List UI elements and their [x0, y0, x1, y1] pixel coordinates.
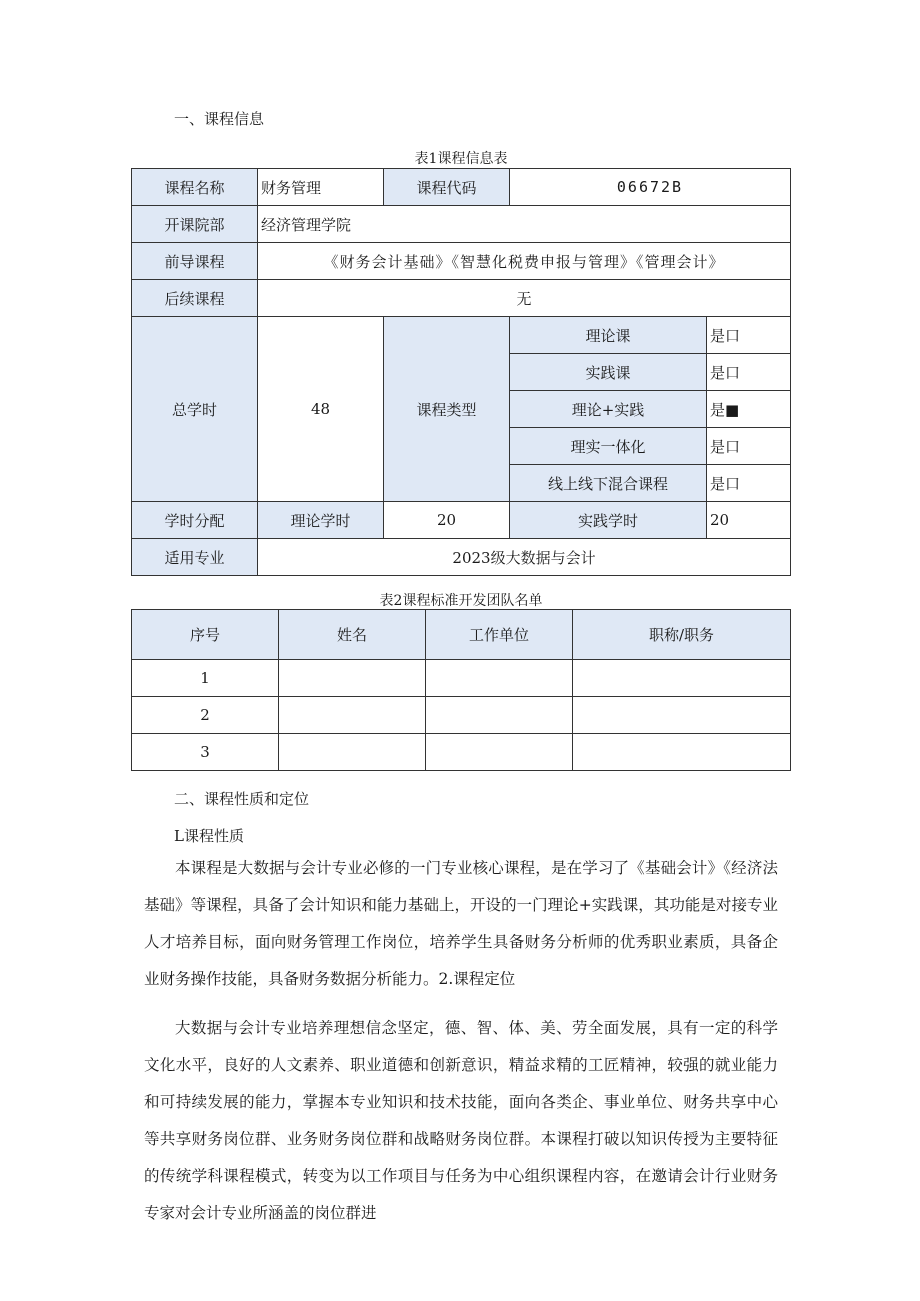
section-2-subtitle: L课程性质 — [174, 827, 244, 845]
table1-caption: 表1课程信息表 — [414, 151, 508, 167]
header-name: 姓名 — [279, 610, 426, 660]
row-title — [573, 734, 791, 771]
row-name — [279, 660, 426, 697]
practice-hours-value: 20 — [707, 502, 791, 539]
row-major — [132, 539, 791, 576]
followup-value: 无 — [258, 280, 791, 317]
row-unit — [426, 697, 573, 734]
followup-label: 后续课程 — [132, 280, 258, 317]
type-name: 线上线下混合课程 — [510, 465, 707, 502]
course-code-label: 课程代码 — [384, 169, 510, 206]
total-hours-label: 总学时 — [132, 317, 258, 502]
type-value: 是■ — [707, 391, 791, 428]
type-name: 实践课 — [510, 354, 707, 391]
row-course-name — [132, 169, 791, 206]
table2-caption: 表2课程标准开发团队名单 — [379, 593, 543, 609]
table-row — [132, 734, 791, 771]
row-title — [573, 697, 791, 734]
major-label: 适用专业 — [132, 539, 258, 576]
row-unit — [426, 734, 573, 771]
type-value: 是口 — [707, 354, 791, 391]
row-no: 3 — [132, 734, 279, 771]
course-positioning-paragraph: 大数据与会计专业培养理想信念坚定，德、智、体、美、劳全面发展，具有一定的科学文化水平，良好的人文素养、职业道德和创新意识，精益求精的工匠精神，较强的就业能力和可持续发展的能力，掌握本专业知识和技术技能，面向各类企、事业单位、财务共享中心等共享财务岗位群、业务财务岗位群和战略财务岗位群。本课程打破以知识传授为主要特征的传统学科课程模式，转变为以工作项目与任务为中心组织课程内容，在邀请会计行业财务专家对会计专业所涵盖的岗位群进 — [144, 1019, 778, 1222]
type-value: 是口 — [707, 317, 791, 354]
table-row — [132, 697, 791, 734]
type-name: 理论+实践 — [510, 391, 707, 428]
practice-hours-label: 实践学时 — [510, 502, 707, 539]
type-name: 理论课 — [510, 317, 707, 354]
course-type-label: 课程类型 — [384, 317, 510, 502]
team-table-header — [132, 610, 791, 660]
header-no: 序号 — [132, 610, 279, 660]
header-unit: 工作单位 — [426, 610, 573, 660]
course-name-label: 课程名称 — [132, 169, 258, 206]
section-2-heading: 二、课程性质和定位 — [174, 790, 310, 808]
table-row — [132, 660, 791, 697]
row-type-1 — [132, 317, 791, 354]
course-name-value: 财务管理 — [258, 169, 384, 206]
course-code-value: 06672B — [510, 169, 791, 206]
type-value: 是口 — [707, 428, 791, 465]
row-unit — [426, 660, 573, 697]
total-hours-value: 48 — [258, 317, 384, 502]
row-followup — [132, 280, 791, 317]
row-name — [279, 734, 426, 771]
theory-hours-label: 理论学时 — [258, 502, 384, 539]
dept-value: 经济管理学院 — [258, 206, 791, 243]
prereq-label: 前导课程 — [132, 243, 258, 280]
type-value: 是口 — [707, 465, 791, 502]
row-title — [573, 660, 791, 697]
row-hours-alloc — [132, 502, 791, 539]
row-dept — [132, 206, 791, 243]
type-name: 理实一体化 — [510, 428, 707, 465]
prereq-value: 《财务会计基础》《智慧化税费申报与管理》《管理会计》 — [258, 243, 791, 280]
section-1-heading: 一、课程信息 — [174, 110, 265, 128]
course-info-table — [131, 168, 791, 576]
row-no: 2 — [132, 697, 279, 734]
major-value: 2023级大数据与会计 — [258, 539, 791, 576]
dept-label: 开课院部 — [132, 206, 258, 243]
row-name — [279, 697, 426, 734]
row-prereq — [132, 243, 791, 280]
alloc-label: 学时分配 — [132, 502, 258, 539]
row-no: 1 — [132, 660, 279, 697]
course-nature-paragraph: 本课程是大数据与会计专业必修的一门专业核心课程，是在学习了《基础会计》《经济法基础》等课程，具备了会计知识和能力基础上，开设的一门理论+实践课，其功能是对接专业人才培养目标，面向财务管理工作岗位，培养学生具备财务分析师的优秀职业素质，具备企业财务操作技能，具备财务数据分析能力。2.课程定位 — [144, 859, 778, 988]
team-table — [131, 609, 791, 771]
header-title: 职称/职务 — [573, 610, 791, 660]
theory-hours-value: 20 — [384, 502, 510, 539]
